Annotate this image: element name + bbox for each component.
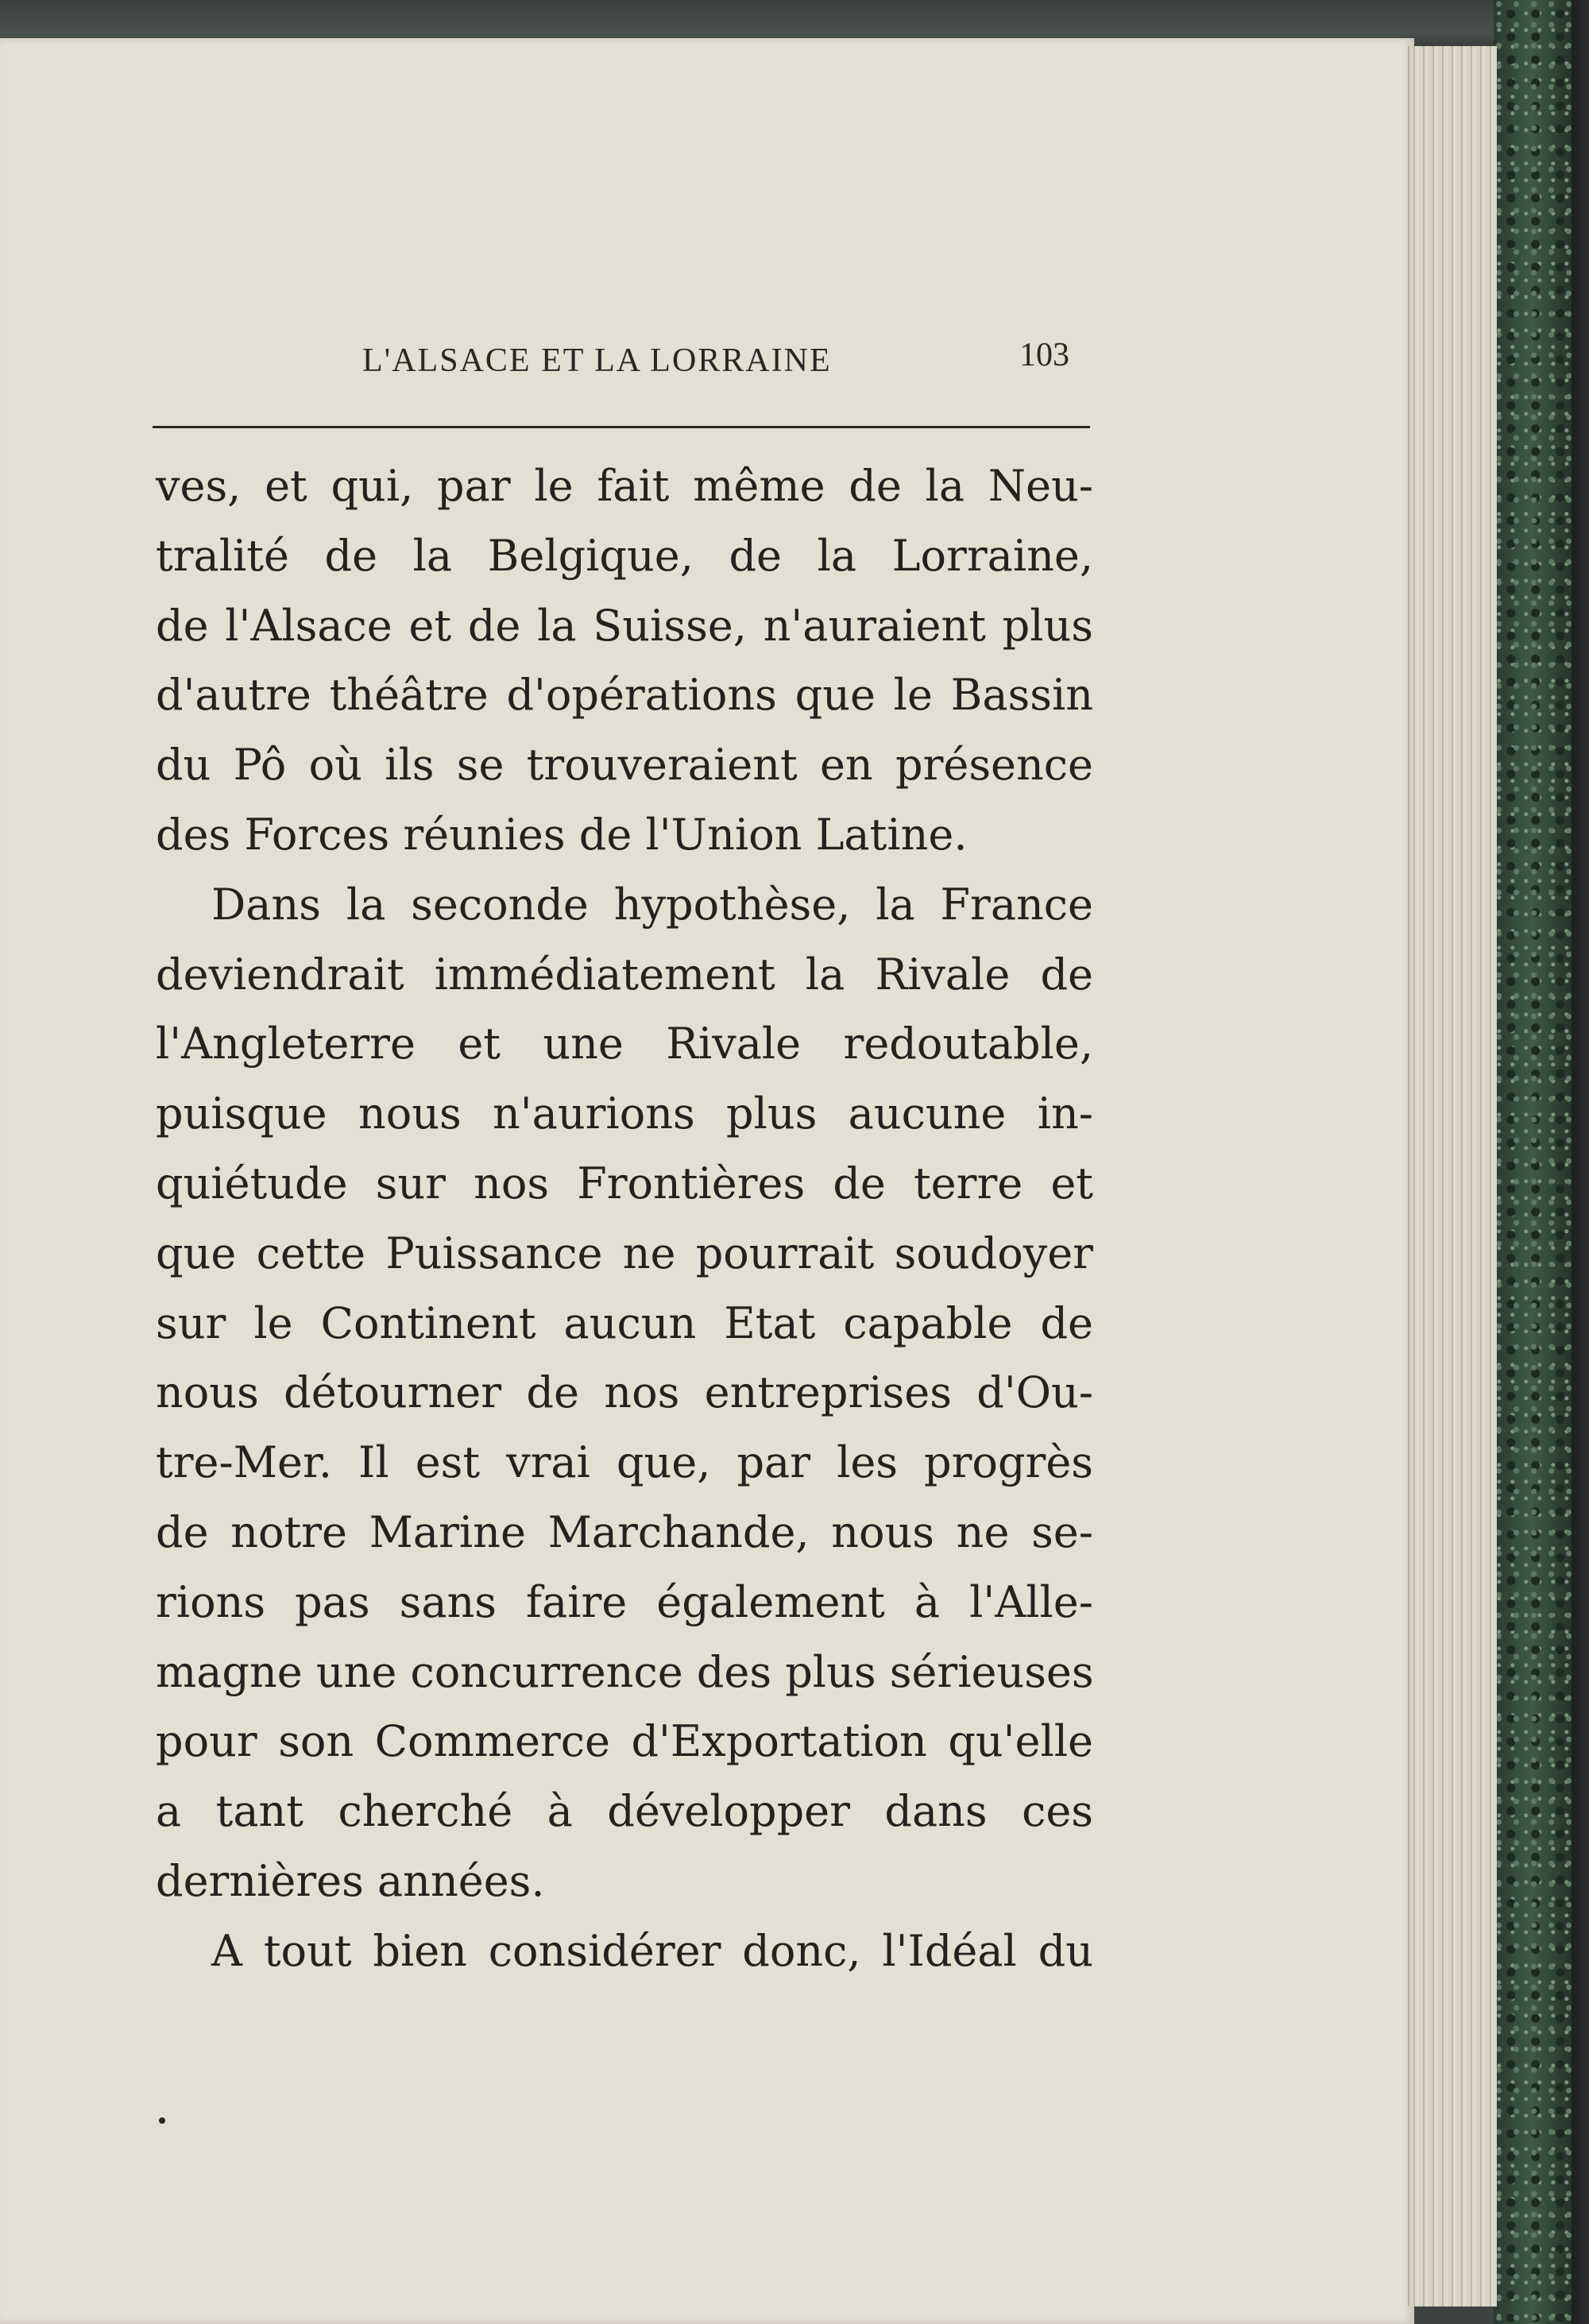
- text-line: tralité de la Belgique, de la Lorraine,: [156, 530, 1093, 581]
- text-line: puisque nous n'aurions plus aucune in-: [156, 1089, 1093, 1139]
- text-line: deviendrait immédiatement la Rivale de: [156, 949, 1093, 1000]
- text-line: rions pas sans faire également à l'Alle-: [156, 1576, 1093, 1627]
- text-line: quiétude sur nos Frontières de terre et: [156, 1158, 1093, 1208]
- text-line: Dans la seconde hypothèse, la France: [211, 879, 1093, 930]
- text-line: du Pô où ils se trouveraient en présence: [156, 740, 1093, 791]
- page-number: 103: [1019, 337, 1069, 373]
- ink-speck: [159, 2117, 165, 2124]
- text-line: A tout bien considérer donc, l'Idéal du: [211, 1925, 1093, 1976]
- text-line: d'autre théâtre d'opérations que le Bassin: [156, 670, 1093, 721]
- running-head: L'ALSACE ET LA LORRAINE: [362, 342, 832, 379]
- book-page: [0, 38, 1414, 2324]
- text-line: de l'Alsace et de la Suisse, n'auraient plus: [156, 600, 1093, 651]
- text-line: ves, et qui, par le fait même de la Neu-: [156, 461, 1093, 511]
- text-line: a tant cherché à développer dans ces: [156, 1786, 1093, 1837]
- text-line: magne une concurrence des plus sérieuses: [156, 1646, 1094, 1697]
- header-rule: [153, 426, 1090, 428]
- text-line: nous détourner de nos entreprises d'Ou-: [156, 1367, 1093, 1418]
- text-line: des Forces réunies de l'Union Latine.: [156, 809, 968, 860]
- text-line: dernières années.: [156, 1855, 545, 1906]
- text-line: sur le Continent aucun Etat capable de: [156, 1297, 1093, 1348]
- body-text: [156, 451, 1093, 1986]
- text-line: de notre Marine Marchande, nous ne se-: [156, 1506, 1093, 1557]
- text-line: pour son Commerce d'Exportation qu'elle: [156, 1716, 1093, 1767]
- page-edges: [1408, 46, 1497, 2307]
- text-line: tre-Mer. Il est vrai que, par les progrès: [156, 1437, 1093, 1488]
- text-line: l'Angleterre et une Rivale redoutable,: [156, 1019, 1093, 1069]
- text-line: que cette Puissance ne pourrait soudoyer: [156, 1228, 1093, 1278]
- cover-rim: [1572, 0, 1589, 2324]
